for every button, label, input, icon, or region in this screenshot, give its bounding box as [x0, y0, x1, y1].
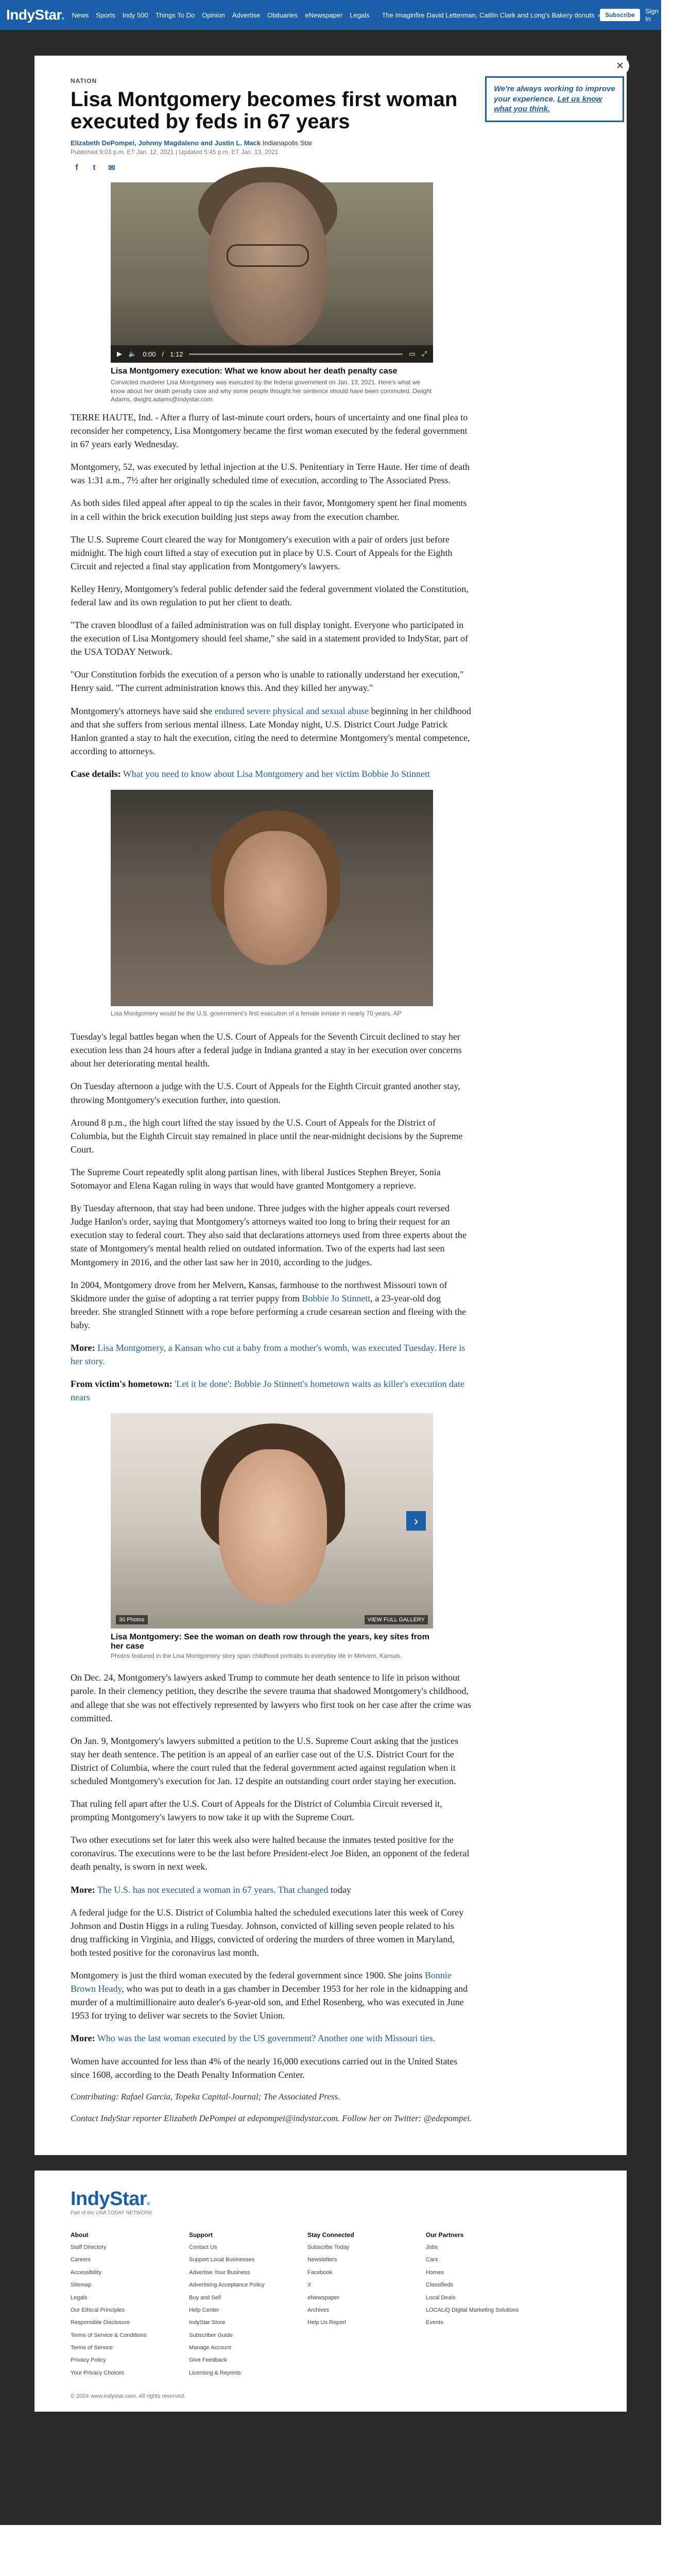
more-link-block: More: Lisa Montgomery, a Kansan who cut a baby from a mother's womb, was executed Tuesday. Here is her story.	[71, 1342, 465, 1367]
paragraph: As both sides filed appeal after appeal to tip the scales in their favor, Montgomery spent her final moments in a cell within the brick execution building just steps away from the execution chamber.	[71, 498, 467, 522]
paragraph: That ruling fell apart after the U.S. Court of Appeals for the District of Columbia Circuit reversed it, prompting Montgomery's lawyers to now take it up with the Supreme Court.	[71, 1799, 442, 1823]
section-label[interactable]: NATION	[71, 77, 97, 84]
case-details: Case details: What you need to know about Lisa Montgomery and her victim Bobbie Jo Stinnett	[71, 768, 430, 779]
more-link[interactable]: Who was the last woman executed by the US government? Another one with Missouri ties.	[97, 2033, 436, 2044]
footer-link[interactable]: Your Privacy Choices	[71, 2369, 125, 2376]
paragraph: By Tuesday afternoon, that stay had been undone. Three judges with the higher appeals court reversed Judge Hanlon's order, saying that Montgomery's attorneys waited too long to bring their request for an execution stay to federal court. They also said that declarations attorneys used from three experts about the state of Montgomery's mental health relied on outdated information. Two of the experts had last seen Montgomery in 2016, and the other last saw her in 2010, according to the judges.	[71, 1203, 467, 1267]
footer-logo[interactable]: IndyStar.	[71, 2188, 151, 2210]
article-sheet	[34, 56, 627, 2155]
photo-caption: Lisa Montgomery would be the U.S. government's first execution of a female inmate in nearly 70 years. AP	[111, 1010, 402, 1017]
nav-item-sports[interactable]: Sports	[96, 11, 115, 19]
paragraph: Women have accounted for less than 4% of the nearly 16,000 executions carried out in the United States since 1608, according to the Death Penalty Information Center.	[71, 2056, 458, 2080]
footer-link[interactable]: Cars	[426, 2257, 438, 2263]
site-logo[interactable]: IndyStar.	[6, 7, 65, 23]
footer-link[interactable]: Help Us Report	[307, 2319, 347, 2326]
paragraph: On Jan. 9, Montgomery's lawyers submitted a petition to the U.S. Supreme Court asking that the justices stay her death sentence. The petition is an appeal of an earlier case out of the U.S. District Court for the District of Columbia, where the court ruled that the federal government acted against regulation when it scheduled Montgomery's execution for Jan. 12 despite an outstanding court order staying her execution.	[71, 1735, 459, 1786]
byline-publication: Indianapolis Star	[262, 139, 313, 147]
footer-tagline: Part of the USA TODAY NETWORK	[71, 2210, 152, 2216]
footer-link[interactable]: Licensing & Reprints	[189, 2369, 241, 2376]
footer-col-support: Support Contact Us Support Local Businesses Advertise Your Business Advertising Acceptance Policy Buy and Sell Help Center IndyStar Store Subscriber Guide Manage Account Give Feedback Licensing & Reprints	[189, 2231, 307, 2382]
footer-link[interactable]: LOCALiQ Digital Marketing Solutions	[426, 2307, 519, 2313]
paragraph: "Our Constitution forbids the execution of a person who is unable to rationally understand her execution," Henry said. "The current administration knows this. And they killed her anyway."	[71, 669, 464, 693]
stinnett-link[interactable]: Bobbie Jo Stinnett	[302, 1293, 371, 1303]
footer-link[interactable]: Local Deals	[426, 2294, 456, 2301]
top-nav	[0, 0, 661, 30]
footer-link[interactable]: Classifieds	[426, 2282, 454, 2289]
publish-dates: Published 9:03 p.m. ET Jan. 12, 2021 | Updated 5:45 p.m. ET Jan. 13, 2021	[71, 148, 279, 156]
photo-image[interactable]	[111, 790, 433, 1006]
contact-note: Contact IndyStar reporter Elizabeth DePompei at edepompei@indystar.com. Follow her on Twitter: @edepompei.	[71, 2113, 472, 2124]
nav-item-advertise[interactable]: Advertise	[232, 11, 261, 19]
nav-item-news[interactable]: News	[72, 11, 89, 19]
paragraph: Around 8 p.m., the high court lifted the stay issued by the U.S. Court of Appeals for the District of Columbia, but the Eighth Circuit stay remained in place until the near-midnight decisions by the Supreme Court.	[71, 1117, 463, 1155]
footer-link[interactable]: Staff Directory	[71, 2244, 107, 2250]
footer-link[interactable]: Our Ethical Principles	[71, 2307, 125, 2313]
paragraph: On Dec. 24, Montgomery's lawyers asked Trump to commute her death sentence to life in prison without parole. In their clemency petition, they describe the severe trauma that shadowed Montgomery's childhood, and allege that she was not effectively represented by lawyers who first took on her case after the crime was committed.	[71, 1672, 471, 1723]
footer-link[interactable]: Careers	[71, 2257, 91, 2263]
footer-link[interactable]: Jobs	[426, 2244, 438, 2250]
gallery-title: Lisa Montgomery: See the woman on death row through the years, key sites from her case	[111, 1633, 429, 1651]
footer-link[interactable]: Legals	[71, 2294, 88, 2301]
paragraph: The Supreme Court repeatedly split along partisan lines, with liberal Justices Stephen Breyer, Sonia Sotomayor and Elena Kagan ruling in ways that would have granted Montgomery a reprieve.	[71, 1166, 441, 1191]
feedback-ad[interactable]	[485, 76, 624, 122]
article-body	[71, 411, 472, 2125]
nav-item-things-to-do[interactable]: Things To Do	[155, 11, 195, 19]
site-footer	[34, 2171, 627, 2412]
paragraph: Two other executions set for later this week also were halted because the inmates tested positive for the coronavirus. The executions were to be the last before President-elect Joe Biden, an opponent of the federal death penalty, is sworn in next week.	[71, 1835, 470, 1872]
facebook-icon[interactable]: f	[75, 163, 78, 173]
sign-in-link[interactable]: Sign In	[645, 7, 659, 23]
nav-item-enewspaper[interactable]: eNewspaper	[305, 11, 343, 19]
footer-link[interactable]: Contact Us	[189, 2244, 217, 2250]
footer-link[interactable]: Homes	[426, 2269, 444, 2276]
feedback-ad-link[interactable]: Let us know what you think.	[494, 94, 602, 113]
paragraph: In 2004, Montgomery drove from her Melvern, Kansas, farmhouse to the northwest Missouri town of Skidmore under the guise of adopting a rat terrier puppy from Bobbie Jo Stinnett, a 23-year-old dog breeder. She strangled Stinnett with a rope before performing a crude cesarean section and fleeing with the baby.	[71, 1279, 467, 1330]
close-icon[interactable]: ×	[611, 57, 629, 75]
footer-link[interactable]: Buy and Sell	[189, 2294, 221, 2301]
article	[71, 77, 615, 2125]
footer-link[interactable]: Privacy Policy	[71, 2357, 106, 2364]
paragraph: On Tuesday afternoon a judge with the U.S. Court of Appeals for the Eighth Circuit granted another stay, throwing Montgomery's execution further, into question.	[71, 1081, 460, 1105]
paragraph: TERRE HAUTE, Ind. - After a flurry of last-minute court orders, hours of uncertainty and one final plea to reconsider her competency, Lisa Montgomery became the first woman executed by the federal government in 67 years early Wednesday.	[71, 412, 468, 450]
paragraph: Montgomery is just the third woman executed by the federal government since 1900. She joins Bonnie Brown Heady, who was put to death in a gas chamber in December 1953 for her role in the kidnapping and murder of a multimillionaire auto dealer's 6-year-old son, and Ethel Rosenberg, who was executed in June 1953 for trying to deliver war secrets to the Soviet Union.	[71, 1970, 468, 2021]
footer-link[interactable]: Subscriber Guide	[189, 2332, 233, 2338]
video-current-time: 0:00	[143, 350, 156, 358]
video-description: Convicted murderer Lisa Montgomery was executed by the federal government on Jan. 13, 2021. Here's what we know about her death penalty case and why some people thought her sentence should have been commuted. Dwight Adams, dwight.adams@indystar.com	[111, 379, 432, 403]
volume-icon[interactable]: 🔈	[128, 350, 137, 358]
chevron-right-icon: ›	[597, 11, 600, 19]
gallery-image[interactable]	[111, 1413, 433, 1629]
nav-item-opinion[interactable]: Opinion	[202, 11, 225, 19]
contributing-note: Contributing: Rafael Garcia, Topeka Capital-Journal; The Associated Press.	[71, 2091, 340, 2102]
article-overlay	[0, 30, 661, 2525]
footer-link[interactable]: Responsible Disclosure	[71, 2319, 130, 2326]
more-link[interactable]: The U.S. has not executed a woman in 67 years. That changed	[97, 1884, 329, 1895]
trending-text: The Imaginfire David Letterman, Caitlin Clark and Long's Bakery donuts	[382, 11, 595, 19]
paragraph: Kelley Henry, Montgomery's federal public defender said the federal government violated the Constitution, federal law and its own regulation to put her client to death.	[71, 583, 469, 607]
footer-link[interactable]: Advertising Acceptance Policy	[189, 2282, 265, 2289]
twitter-icon[interactable]: t	[93, 163, 96, 173]
paragraph: Montgomery's attorneys have said she endured severe physical and sexual abuse beginning in her childhood and that she suffers from serious mental illness. Late Monday night, U.S. District Court Judge Patrick Hanlon granted a stay to halt the execution, citing the need to determine Montgomery's mental competence, according to attorneys.	[71, 705, 472, 756]
nav-item-obituaries[interactable]: Obituaries	[267, 11, 298, 19]
gallery-description: Photos featured in the Lisa Montgomery story span childhood portraits to everyday life in Melvern, Kansas.	[111, 1652, 402, 1660]
email-icon[interactable]: ✉	[108, 164, 115, 173]
hometown-link[interactable]: 'Let it be done': Bobbie Jo Stinnett's hometown waits as killer's execution date nears	[71, 1379, 465, 1403]
video-controls: ▶ 🔈 0:00 / 1:12 ▭ ⤢	[111, 345, 433, 363]
nav-item-indy-500[interactable]: Indy 500	[122, 11, 148, 19]
footer-link[interactable]: IndyStar Store	[189, 2319, 226, 2326]
footer-link[interactable]: Give Feedback	[189, 2357, 227, 2364]
footer-link[interactable]: Terms of Service & Conditions	[71, 2332, 147, 2338]
footer-link[interactable]: Subscribe Today	[307, 2244, 350, 2250]
paragraph: Tuesday's legal battles began when the U.S. Court of Appeals for the Seventh Circuit declined to stay her execution less than 24 hours after a federal judge in Indiana granted a stay in her execution over concerns about her deteriorating mental health.	[71, 1031, 462, 1069]
footer-link[interactable]: X	[307, 2282, 312, 2289]
video-caption	[111, 363, 433, 411]
gallery-count: 30 Photos	[116, 1615, 148, 1624]
footer-col-stay-connected: Stay Connected Subscribe Today Newsletters Facebook X eNewspaper Archives Help Us Report	[307, 2231, 426, 2382]
byline-authors[interactable]: Elizabeth DePompei, Johnny Magdaleno and Justin L. Mack	[71, 139, 261, 147]
footer-link[interactable]: Manage Account	[189, 2345, 231, 2351]
copyright: © 2024 www.indystar.com. All rights reserved.	[71, 2393, 186, 2400]
video-duration: 1:12	[170, 350, 183, 358]
video-player[interactable]	[111, 182, 433, 363]
footer-link[interactable]: Terms of Service	[71, 2345, 113, 2351]
footer-link[interactable]: Archives	[307, 2307, 330, 2313]
footer-link[interactable]: Facebook	[307, 2269, 333, 2276]
photo-gallery	[111, 1413, 433, 1668]
footer-link[interactable]: Newsletters	[307, 2257, 337, 2263]
trending-bar[interactable]	[382, 11, 600, 19]
footer-col-partners: Our Partners Jobs Cars Homes Classifieds Local Deals LOCALiQ Digital Marketing Solutions Events	[426, 2231, 544, 2382]
paragraph: Montgomery, 52, was executed by lethal injection at the U.S. Penitentiary in Terre Haute. Her time of death was 1:31 a.m., 7½ after her originally scheduled time of execution, according to The Associated Press.	[71, 462, 470, 486]
nav-item-legals[interactable]: Legals	[350, 11, 370, 19]
view-full-gallery-button[interactable]: VIEW FULL GALLERY	[365, 1615, 428, 1624]
headline: Lisa Montgomery becomes first woman executed by feds in 67 years	[71, 88, 458, 133]
paragraph: "The craven bloodlust of a failed administration was on full display tonight. Everyone who participated in the execution of Lisa Montgomery should feel shame," she said in a statement provided to IndyStar, part of the USA TODAY Network.	[71, 620, 468, 657]
paragraph: The U.S. Supreme Court cleared the way for Montgomery's execution with a pair of orders just before midnight. The high court lifted a stay of execution put in place by U.S. Court of Appeals for the Eighth Circuit and rejected a final stay application from Montgomery's lawyers.	[71, 534, 453, 571]
footer-link[interactable]: Accessibility	[71, 2269, 101, 2276]
footer-link[interactable]: Help Center	[189, 2307, 219, 2313]
footer-col-about: About Staff Directory Careers Accessibility Sitemap Legals Our Ethical Principles Responsible Disclosure Terms of Service & Conditions Terms of Service Privacy Policy Your Privacy Choices	[71, 2231, 189, 2382]
heady-link[interactable]: Bonnie Brown Heady	[71, 1970, 452, 1994]
more-link[interactable]: Lisa Montgomery, a Kansan who cut a baby from a mother's womb, was executed Tuesday. Here is her story.	[71, 1342, 465, 1367]
video-progress-bar[interactable]	[189, 353, 403, 355]
abuse-link[interactable]: endured severe physical and sexual abuse	[214, 705, 369, 716]
footer-link[interactable]: Advertise Your Business	[189, 2269, 250, 2276]
menu-icon[interactable]	[666, 11, 673, 19]
footer-link[interactable]: Events	[426, 2319, 443, 2326]
photo-montgomery	[111, 790, 433, 1025]
feedback-ad-text: We're always working to improve your experience.	[494, 84, 615, 104]
footer-columns	[71, 2231, 591, 2382]
byline	[71, 139, 472, 147]
more-link-block: More: The U.S. has not executed a woman in 67 years. That changed today	[71, 1884, 351, 1895]
captions-icon[interactable]: ▭	[409, 350, 416, 358]
play-icon[interactable]: ▶	[117, 350, 122, 358]
case-details-link[interactable]: What you need to know about Lisa Montgomery and her victim Bobbie Jo Stinnett	[123, 768, 430, 779]
chevron-right-icon[interactable]: ›	[406, 1511, 426, 1531]
subscribe-button[interactable]: Subscribe	[600, 9, 640, 21]
more-link-block: From victim's hometown: 'Let it be done': Bobbie Jo Stinnett's hometown waits as killer's execution date nears	[71, 1379, 465, 1403]
footer-link[interactable]: eNewspaper	[307, 2294, 339, 2301]
paragraph: A federal judge for the U.S. District of Columbia halted the scheduled executions later this week of Corey Johnson and Dustin Higgs in a ruling Tuesday. Johnson, convicted of killing seven people related to his drug trafficking in Virginia, and Higgs, convicted of ordering the murders of three women in Maryland, both tested positive for the coronavirus last month.	[71, 1907, 464, 1958]
video-title: Lisa Montgomery execution: What we know about her death penalty case	[111, 367, 398, 376]
footer-link[interactable]: Support Local Businesses	[189, 2257, 255, 2263]
fullscreen-icon[interactable]: ⤢	[421, 350, 427, 358]
footer-link[interactable]: Sitemap	[71, 2282, 92, 2289]
nav-menu	[72, 11, 370, 19]
more-link-block: More: Who was the last woman executed by the US government? Another one with Missouri ties.	[71, 2033, 436, 2044]
